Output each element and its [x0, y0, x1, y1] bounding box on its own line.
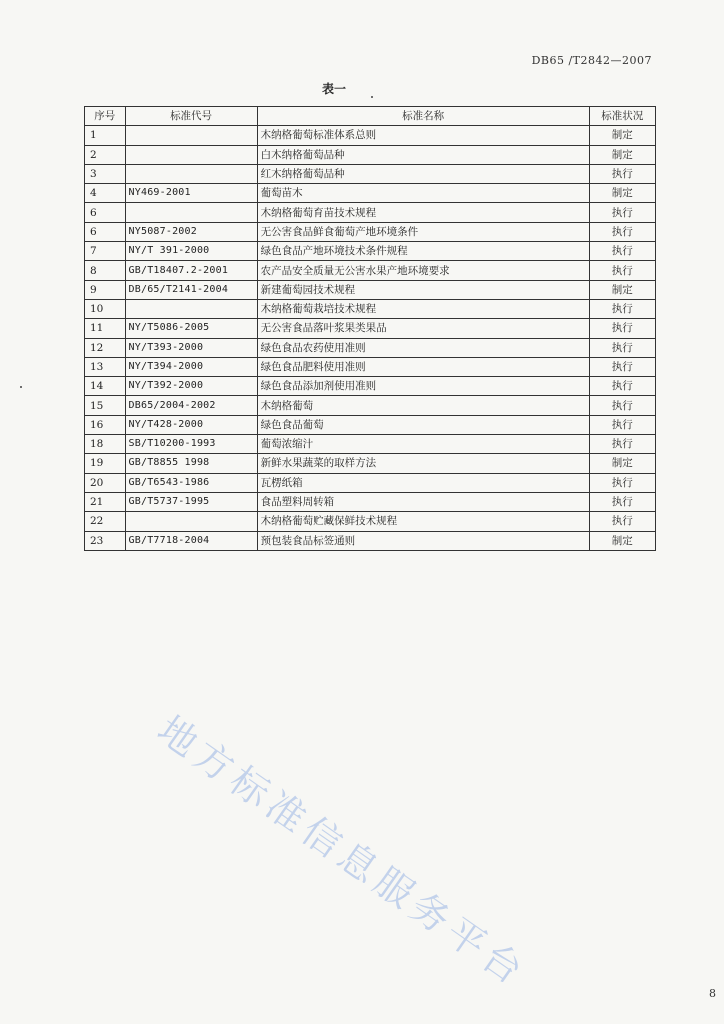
cell-status: 执行: [589, 242, 655, 261]
cell-seq: 23: [85, 531, 126, 550]
cell-name: 木纳格葡萄标准体系总则: [257, 126, 589, 145]
cell-name: 红木纳格葡萄品种: [257, 164, 589, 183]
table-row: [85, 126, 656, 145]
cell-code: [125, 512, 257, 531]
cell-seq: 11: [85, 319, 126, 338]
cell-name: 新鲜水果蔬菜的取样方法: [257, 454, 589, 473]
cell-name: 葡萄苗木: [257, 184, 589, 203]
cell-code: DB65/2004-2002: [125, 396, 257, 415]
cell-status: 执行: [589, 299, 655, 318]
cell-seq: 22: [85, 512, 126, 531]
cell-status: 执行: [589, 357, 655, 376]
cell-status: 制定: [589, 280, 655, 299]
cell-code: NY5087-2002: [125, 222, 257, 241]
column-header-code: 标准代号: [125, 107, 257, 126]
cell-code: [125, 299, 257, 318]
cell-seq: 7: [85, 242, 126, 261]
cell-code: NY/T393-2000: [125, 338, 257, 357]
cell-status: 执行: [589, 415, 655, 434]
cell-status: 执行: [589, 473, 655, 492]
cell-seq: 12: [85, 338, 126, 357]
table-row: [85, 319, 656, 338]
cell-name: 绿色食品葡萄: [257, 415, 589, 434]
cell-seq: 4: [85, 184, 126, 203]
table-row: [85, 280, 656, 299]
table-header-row: [85, 107, 656, 126]
table-row: [85, 222, 656, 241]
table-row: [85, 164, 656, 183]
cell-seq: 1: [85, 126, 126, 145]
cell-status: 制定: [589, 531, 655, 550]
table-row: [85, 203, 656, 222]
cell-name: 新建葡萄园技术规程: [257, 280, 589, 299]
cell-status: 执行: [589, 319, 655, 338]
cell-name: 木纳格葡萄栽培技术规程: [257, 299, 589, 318]
cell-name: 农产品安全质量无公害水果产地环境要求: [257, 261, 589, 280]
cell-name: 绿色食品肥料使用准则: [257, 357, 589, 376]
table-row: [85, 512, 656, 531]
cell-code: NY/T428-2000: [125, 415, 257, 434]
page-mark: 8: [709, 987, 716, 1000]
cell-name: 预包装食品标签通则: [257, 531, 589, 550]
cell-name: 绿色食品产地环境技术条件规程: [257, 242, 589, 261]
cell-code: NY469-2001: [125, 184, 257, 203]
cell-code: SB/T10200-1993: [125, 435, 257, 454]
cell-name: 木纳格葡萄: [257, 396, 589, 415]
cell-code: GB/T6543-1986: [125, 473, 257, 492]
table-row: [85, 531, 656, 550]
cell-seq: 14: [85, 377, 126, 396]
table-row: [85, 261, 656, 280]
cell-name: 瓦楞纸箱: [257, 473, 589, 492]
cell-code: GB/T18407.2-2001: [125, 261, 257, 280]
cell-seq: 20: [85, 473, 126, 492]
cell-code: GB/T5737-1995: [125, 492, 257, 511]
cell-seq: 2: [85, 145, 126, 164]
cell-seq: 6: [85, 203, 126, 222]
table-row: [85, 492, 656, 511]
cell-code: [125, 145, 257, 164]
cell-seq: 21: [85, 492, 126, 511]
table-row: [85, 357, 656, 376]
column-header-status: 标准状况: [589, 107, 655, 126]
cell-name: 白木纳格葡萄品种: [257, 145, 589, 164]
cell-code: [125, 126, 257, 145]
cell-status: 制定: [589, 184, 655, 203]
cell-name: 木纳格葡萄育苗技术规程: [257, 203, 589, 222]
cell-code: DB/65/T2141-2004: [125, 280, 257, 299]
cell-status: 制定: [589, 145, 655, 164]
cell-seq: 18: [85, 435, 126, 454]
table-row: [85, 242, 656, 261]
cell-seq: 15: [85, 396, 126, 415]
cell-status: 执行: [589, 492, 655, 511]
cell-code: NY/T5086-2005: [125, 319, 257, 338]
cell-seq: 10: [85, 299, 126, 318]
table-row: [85, 299, 656, 318]
cell-status: 执行: [589, 512, 655, 531]
cell-name: 绿色食品农药使用准则: [257, 338, 589, 357]
cell-status: 制定: [589, 126, 655, 145]
column-header-name: 标准名称: [257, 107, 589, 126]
cell-name: 葡萄浓缩汁: [257, 435, 589, 454]
cell-name: 食品塑料周转箱: [257, 492, 589, 511]
cell-seq: 8: [85, 261, 126, 280]
table-row: [85, 396, 656, 415]
cell-code: [125, 164, 257, 183]
cell-status: 执行: [589, 261, 655, 280]
cell-status: 执行: [589, 222, 655, 241]
cell-name: 无公害食品鲜食葡萄产地环境条件: [257, 222, 589, 241]
watermark: 地方标准信息服务平台: [149, 707, 536, 996]
cell-seq: 6: [85, 222, 126, 241]
table-row: [85, 473, 656, 492]
cell-code: [125, 203, 257, 222]
cell-code: GB/T8855 1998: [125, 454, 257, 473]
cell-name: 无公害食品落叶浆果类果品: [257, 319, 589, 338]
cell-code: NY/T 391-2000: [125, 242, 257, 261]
scan-dot: [20, 386, 22, 388]
cell-code: NY/T392-2000: [125, 377, 257, 396]
cell-status: 执行: [589, 164, 655, 183]
cell-seq: 9: [85, 280, 126, 299]
table-title: 表一: [322, 82, 347, 96]
cell-status: 执行: [589, 338, 655, 357]
document-code: DB65 /T2842—2007: [531, 54, 652, 67]
table-row: [85, 184, 656, 203]
table-row: [85, 454, 656, 473]
table-body: [85, 126, 656, 551]
table-row: [85, 377, 656, 396]
cell-seq: 13: [85, 357, 126, 376]
cell-status: 执行: [589, 435, 655, 454]
cell-code: GB/T7718-2004: [125, 531, 257, 550]
cell-status: 执行: [589, 396, 655, 415]
scan-dot: [371, 96, 373, 98]
table-row: [85, 338, 656, 357]
table-row: [85, 415, 656, 434]
cell-code: NY/T394-2000: [125, 357, 257, 376]
cell-status: 执行: [589, 203, 655, 222]
cell-name: 木纳格葡萄贮藏保鲜技术规程: [257, 512, 589, 531]
cell-status: 制定: [589, 454, 655, 473]
cell-status: 执行: [589, 377, 655, 396]
cell-seq: 16: [85, 415, 126, 434]
cell-name: 绿色食品添加剂使用准则: [257, 377, 589, 396]
column-header-seq: 序号: [85, 107, 126, 126]
table-row: [85, 435, 656, 454]
cell-seq: 19: [85, 454, 126, 473]
standards-table: [84, 106, 656, 551]
cell-seq: 3: [85, 164, 126, 183]
table-row: [85, 145, 656, 164]
